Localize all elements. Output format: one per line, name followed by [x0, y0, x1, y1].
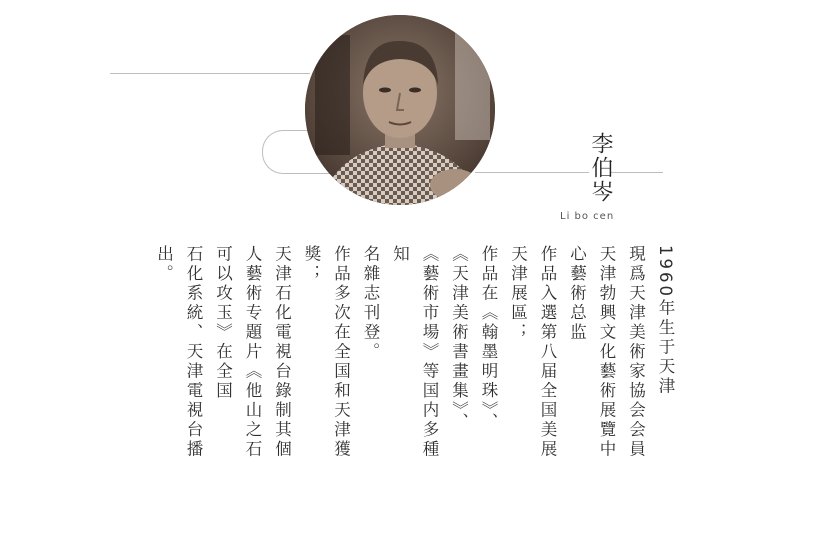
artist-name-roman: Li bo cen: [560, 211, 615, 222]
bio-line: 心藝術总监: [567, 245, 587, 343]
artist-name-chinese: 李伯岑: [588, 132, 613, 204]
bio-line: 天津展區；: [508, 245, 528, 343]
bio-line: 天津勃興文化藝術展覽中: [597, 245, 616, 460]
bio-line: 獎；: [302, 245, 321, 284]
bio-line: 可以攻玉》在全国: [213, 245, 233, 401]
bio-line: 作品多次在全国和天津獲: [331, 245, 351, 460]
bio-line: 天津石化電視台錄制其個: [272, 245, 292, 460]
decorative-line-right: [475, 172, 663, 173]
bio-line: 作品在《翰墨明珠》、: [479, 245, 498, 432]
bio-line: 出。: [154, 245, 174, 284]
bio-line: 1960年生于天津: [656, 245, 675, 397]
bio-line: 《藝術市場》等国内多種: [420, 245, 439, 460]
decorative-line-top: [110, 73, 310, 74]
bio-line: 名雜志刊登。: [361, 245, 380, 362]
bio-line: 知: [390, 245, 410, 265]
bio-line: 作品入選第八届全国美展: [538, 245, 557, 460]
bio-line: 人藝術专題片《他山之石: [243, 245, 262, 460]
artist-name-block: [575, 130, 625, 206]
artist-portrait: [305, 15, 495, 205]
bio-line: 《天津美術書畫集》、: [449, 245, 469, 432]
bio-line: 石化系統、天津電視台播: [184, 245, 203, 460]
bio-line: 現爲天津美術家協会会員: [626, 245, 646, 460]
artist-biography: [140, 245, 680, 490]
